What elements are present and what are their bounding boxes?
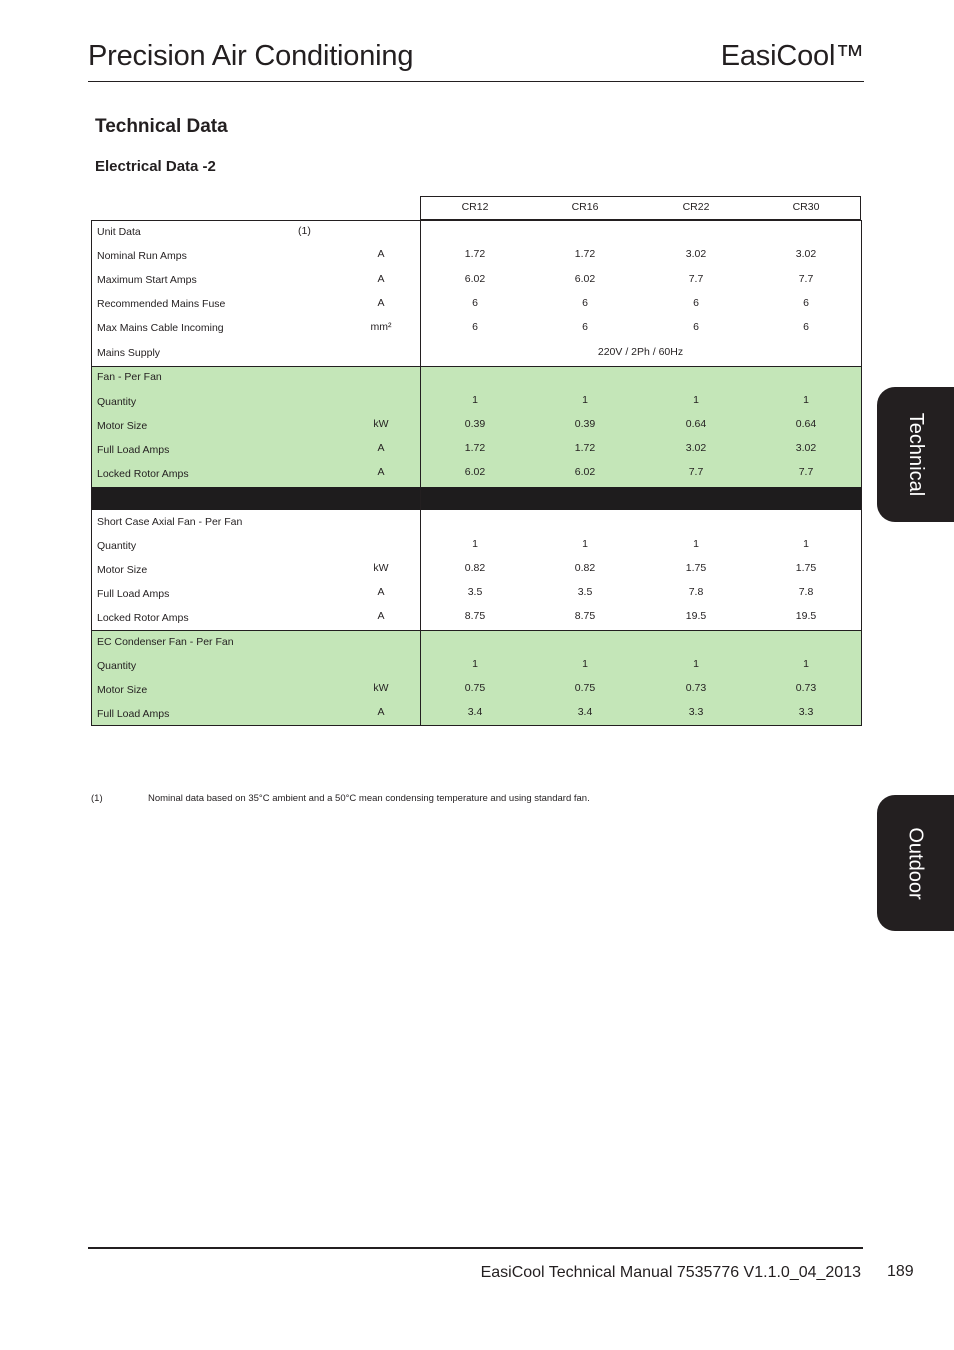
column-header-cr30: CR30: [792, 201, 820, 213]
table-cell: 1: [693, 538, 699, 550]
table-cell: 1: [472, 394, 478, 406]
row-divider: [92, 366, 861, 367]
table-cell: 1.72: [464, 248, 486, 260]
table-cell: 0.82: [574, 562, 596, 574]
table-cell: 1.72: [574, 442, 596, 454]
column-header-cr12: CR12: [461, 201, 489, 213]
table-cell: 6: [472, 321, 478, 333]
table-cell: 7.7: [798, 273, 814, 285]
table-cell: 19.5: [795, 610, 817, 622]
table-cell: 7.7: [688, 273, 704, 285]
table-cell: 1: [472, 658, 478, 670]
table-cell: 3.5: [577, 586, 593, 598]
row-unit: A: [377, 466, 385, 478]
table-cell: 6: [582, 321, 588, 333]
table-cell: 0.64: [795, 418, 817, 430]
table-cell: 1.72: [574, 248, 596, 260]
table-cell: 6.02: [574, 273, 596, 285]
table-cell: 3.02: [685, 248, 707, 260]
table-cell: 0.73: [795, 682, 817, 694]
mains-supply-label: Mains Supply: [97, 347, 161, 359]
table-cell: 1: [803, 538, 809, 550]
table-cell: 1.75: [795, 562, 817, 574]
table-cell: 3.02: [685, 442, 707, 454]
row-label: Quantity: [97, 540, 137, 552]
row-label: Full Load Amps: [97, 444, 170, 456]
table-cell: 6: [693, 297, 699, 309]
table-cell: 0.73: [685, 682, 707, 694]
row-unit: A: [377, 586, 385, 598]
row-label: Motor Size: [97, 684, 148, 696]
row-label: Quantity: [97, 396, 137, 408]
row-label: Motor Size: [97, 564, 148, 576]
table-cell: 0.39: [574, 418, 596, 430]
row-unit: A: [377, 297, 385, 309]
row-label: Full Load Amps: [97, 588, 170, 600]
table-cell: 6.02: [464, 273, 486, 285]
table-cell: 0.75: [464, 682, 486, 694]
subsection-title: Electrical Data -2: [95, 158, 216, 175]
footer-divider: [88, 1247, 863, 1249]
row-label: Maximum Start Amps: [97, 274, 197, 286]
column-header-cr16: CR16: [571, 201, 599, 213]
table-cell: 1: [472, 538, 478, 550]
table-cell: 3.3: [688, 706, 704, 718]
row-label: Full Load Amps: [97, 708, 170, 720]
side-tab-technical-label: Technical: [905, 412, 928, 497]
row-divider: [92, 630, 861, 631]
row-unit: mm²: [370, 321, 392, 333]
table-cell: 3.4: [577, 706, 593, 718]
row-label: Max Mains Cable Incoming: [97, 322, 224, 334]
footnote-text: Nominal data based on 35°C ambient and a 50°C mean condensing temperature and using standard fan.: [148, 793, 590, 804]
table-cell: 1: [693, 394, 699, 406]
table-cell: 3.5: [467, 586, 483, 598]
table-cell: 0.82: [464, 562, 486, 574]
mains-supply-value: 220V / 2Ph / 60Hz: [597, 346, 684, 358]
table-cell: 0.75: [574, 682, 596, 694]
section-title: Technical Data: [95, 116, 228, 137]
table-cell: 0.39: [464, 418, 486, 430]
row-label: Recommended Mains Fuse: [97, 298, 226, 310]
side-tab-technical[interactable]: [877, 387, 954, 522]
page-header-brand: EasiCool™: [720, 40, 864, 72]
table-cell: 1.72: [464, 442, 486, 454]
table-cell: 0.64: [685, 418, 707, 430]
row-unit: A: [377, 442, 385, 454]
footer-document-reference: EasiCool Technical Manual 7535776 V1.1.0_04_2013: [480, 1264, 861, 1281]
table-cell: 7.7: [688, 466, 704, 478]
table-cell: 8.75: [464, 610, 486, 622]
row-unit: A: [377, 248, 385, 260]
header-divider: [88, 81, 864, 82]
table-cell: 6: [472, 297, 478, 309]
row-unit: A: [377, 706, 385, 718]
table-cell: 6.02: [464, 466, 486, 478]
row-label: Locked Rotor Amps: [97, 612, 189, 624]
row-label: Locked Rotor Amps: [97, 468, 189, 480]
page-number: 189: [887, 1263, 914, 1280]
table-cell: 1.75: [685, 562, 707, 574]
fan-section-label: Fan - Per Fan: [97, 371, 162, 383]
short-case-fan-label: Short Case Axial Fan - Per Fan: [97, 516, 243, 528]
table-cell: 1: [582, 658, 588, 670]
row-unit: kW: [373, 562, 389, 574]
table-cell: 1: [582, 538, 588, 550]
table-cell: 1: [803, 658, 809, 670]
table-cell: 1: [582, 394, 588, 406]
row-unit: kW: [373, 682, 389, 694]
side-tab-outdoor-label: Outdoor: [904, 826, 927, 900]
table-cell: 3.02: [795, 442, 817, 454]
table-cell: 6: [803, 297, 809, 309]
table-cell: 1: [693, 658, 699, 670]
row-label: Nominal Run Amps: [97, 250, 187, 262]
table-cell: 3.4: [467, 706, 483, 718]
ec-fan-section-label: EC Condenser Fan - Per Fan: [97, 636, 234, 648]
side-tab-outdoor[interactable]: [877, 795, 954, 931]
row-unit: kW: [373, 418, 389, 430]
page-header-title: Precision Air Conditioning: [88, 40, 414, 72]
table-cell: 6: [803, 321, 809, 333]
table-cell: 8.75: [574, 610, 596, 622]
table-cell: 7.8: [798, 586, 814, 598]
table-cell: 6: [693, 321, 699, 333]
table-cell: 6.02: [574, 466, 596, 478]
table-cell: 1: [803, 394, 809, 406]
table-cell: 7.8: [688, 586, 704, 598]
table-cell: 7.7: [798, 466, 814, 478]
table-cell: 6: [582, 297, 588, 309]
table-cell: 19.5: [685, 610, 707, 622]
footnote-reference: (1): [298, 225, 311, 237]
row-label: Quantity: [97, 660, 137, 672]
row-unit: A: [377, 273, 385, 285]
footnote-number: (1): [91, 793, 103, 804]
column-header-cr22: CR22: [682, 201, 710, 213]
table-cell: 3.3: [798, 706, 814, 718]
row-label: Motor Size: [97, 420, 148, 432]
table-cell: 3.02: [795, 248, 817, 260]
row-unit: A: [377, 610, 385, 622]
unit-data-label: Unit Data: [97, 226, 141, 238]
